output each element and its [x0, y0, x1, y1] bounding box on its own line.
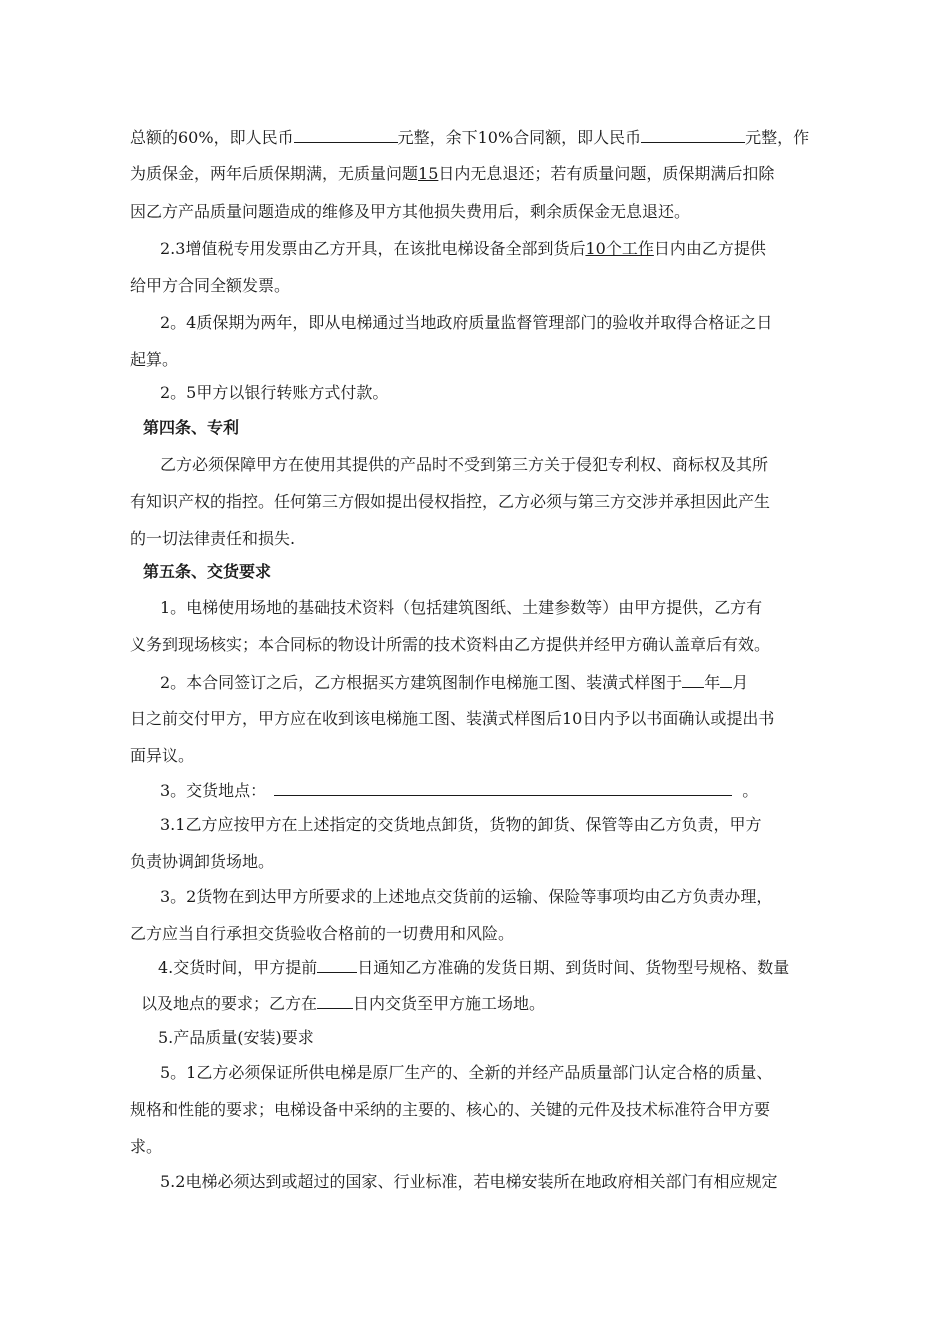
- clause-3-1-line-2: 负责协调卸货场地。: [130, 852, 275, 871]
- clause-5-2-line-1: [160, 672, 748, 693]
- notice-days-blank: [317, 957, 357, 973]
- text: 2。本合同签订之后，乙方根据买方建筑图制作电梯施工图、装潢式样图于: [160, 673, 683, 692]
- article-4-line-3: 的一切法律责任和损失.: [130, 529, 296, 548]
- clause-2-4-line-2: 起算。: [130, 350, 179, 369]
- text: 年: [704, 673, 721, 692]
- year-blank: [682, 672, 704, 688]
- delivery-time-line-1: [158, 957, 789, 978]
- text: 以及地点的要求；乙方在: [141, 994, 318, 1013]
- clause-2-5: 2。5甲方以银行转账方式付款。: [160, 383, 389, 402]
- delivery-time-line-2: [141, 993, 545, 1014]
- article-4-line-1: 乙方必须保障甲方在使用其提供的产品时不受到第三方关于侵犯专利权、商标权及其所: [160, 455, 769, 474]
- clause-5-1q-line-3: 求。: [130, 1137, 163, 1156]
- amount-blank-1: [294, 127, 398, 143]
- clause-3-2-line-2: 乙方应当自行承担交货验收合格前的一切费用和风险。: [130, 924, 515, 943]
- text: 元整，余下10%合同额，即人民币: [397, 128, 642, 147]
- clause-5-2-line-2: 日之前交付甲方，甲方应在收到该电梯施工图、装潢式样图后10日内予以书面确认或提出书: [130, 709, 775, 728]
- payment-line-2: [130, 164, 774, 184]
- location-blank: [274, 780, 732, 796]
- clause-3-1-line-1: 3.1乙方应按甲方在上述指定的交货地点卸货，货物的卸货、保管等由乙方负责，甲方: [160, 815, 762, 834]
- delivery-location-line: [160, 780, 758, 801]
- clause-5-1-line-2: 义务到现场核实；本合同标的物设计所需的技术资料由乙方提供并经甲方确认盖章后有效。: [130, 635, 771, 654]
- text: 2.3增值税专用发票由乙方开具，在该批电梯设备全部到货后: [160, 239, 586, 258]
- underlined-workdays: 10个工作: [585, 239, 654, 258]
- article-4-heading: 第四条、专利: [143, 418, 240, 437]
- amount-blank-2: [641, 127, 745, 143]
- clause-5-1q-line-1: 5。1乙方必须保证所供电梯是原厂生产的、全新的并经产品质量部门认定合格的质量、: [160, 1063, 773, 1082]
- article-5-heading: 第五条、交货要求: [143, 562, 272, 581]
- clause-2-3-line-2: 给甲方合同全额发票。: [130, 276, 291, 295]
- article-4-line-2: 有知识产权的指控。任何第三方假如提出侵权指控，乙方必须与第三方交涉并承担因此产生: [130, 492, 771, 511]
- clause-5-1q-line-2: 规格和性能的要求；电梯设备中采纳的主要的、核心的、关键的元件及技术标准符合甲方要: [130, 1100, 771, 1119]
- text: 日通知乙方准确的发货日期、到货时间、货物型号规格、数量: [357, 958, 790, 977]
- delivery-days-blank: [317, 993, 353, 1009]
- clause-5-1-line-1: 1。电梯使用场地的基础技术资料（包括建筑图纸、土建参数等）由甲方提供，乙方有: [160, 598, 763, 617]
- text: 为质保金，两年后质保期满，无质量问题: [130, 164, 419, 183]
- text: 元整，作: [745, 128, 810, 147]
- month-blank: [720, 672, 732, 688]
- underlined-days: 15: [418, 164, 439, 183]
- text: 日内无息退还；若有质量问题，质保期满后扣除: [438, 164, 775, 183]
- text: 4.交货时间，甲方提前: [158, 958, 318, 977]
- clause-3-2-line-1: 3。2货物在到达甲方所要求的上述地点交货前的运输、保险等事项均由乙方负责办理，: [160, 887, 773, 906]
- quality-heading: 5.产品质量(安装)要求: [158, 1028, 314, 1047]
- text: 月: [732, 673, 749, 692]
- clause-5-2-line-3: 面异议。: [130, 746, 195, 765]
- text: 日内交货至甲方施工场地。: [353, 994, 546, 1013]
- payment-line-3: 因乙方产品质量问题造成的维修及甲方其他损失费用后，剩余质保金无息退还。: [130, 202, 691, 221]
- clause-5-2q-line-1: 5.2电梯必须达到或超过的国家、行业标准，若电梯安装所在地政府相关部门有相应规定: [160, 1172, 778, 1191]
- text: 3。交货地点：: [160, 781, 267, 800]
- payment-line-1: [130, 127, 809, 148]
- text: 总额的60%，即人民币: [130, 128, 294, 147]
- text: 。: [742, 781, 759, 800]
- clause-2-3-line-1: [160, 239, 766, 259]
- clause-2-4-line-1: 2。4质保期为两年，即从电梯通过当地政府质量监督管理部门的验收并取得合格证之日: [160, 313, 773, 332]
- text: 日内由乙方提供: [653, 239, 766, 258]
